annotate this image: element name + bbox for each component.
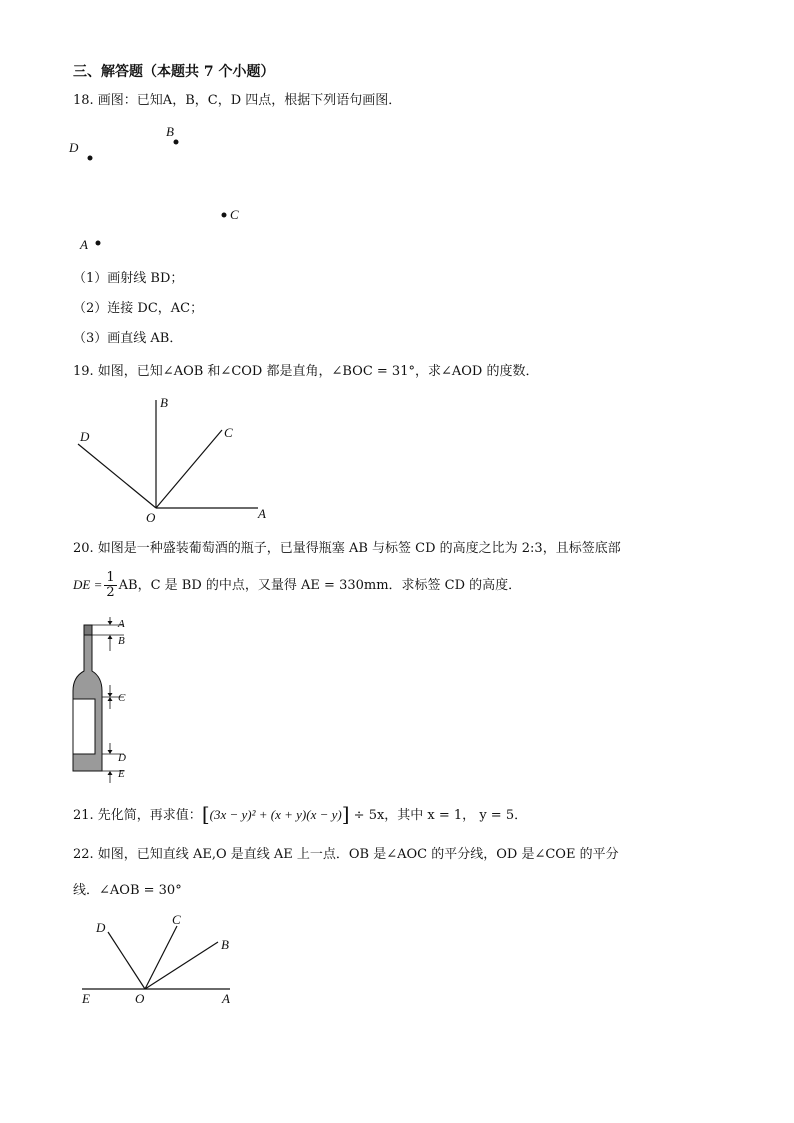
q20-arrow-e [108, 771, 113, 775]
q22-label-d: D [96, 920, 106, 935]
q22-figure [72, 910, 242, 1010]
q22-line2: 线．∠AOB = 30° [73, 883, 182, 898]
q19-text: 19. 如图，已知∠AOB 和∠COD 都是直角，∠BOC = 31°，求∠AOD 的度数． [73, 364, 539, 379]
q20-label-panel [73, 699, 95, 754]
q22-label-c: C [172, 912, 181, 927]
q20-bottle-figure [66, 615, 146, 785]
q21-suffix: ÷ 5x，其中 x = 1， y = 5． [349, 808, 528, 823]
q20-line2-rest: AB，C 是 BD 的中点，又量得 AE = 330mm．求标签 CD 的高度． [118, 578, 522, 593]
q22-label-o: O [135, 991, 145, 1006]
q19-ray-oc [156, 430, 222, 508]
q18-text: 18. 画图：已知A，B，C，D 四点，根据下列语句画图． [73, 93, 402, 108]
q19-figure [70, 392, 280, 527]
q21-text [73, 803, 527, 827]
q22-ray-ob [145, 942, 218, 989]
q18-point-a [96, 241, 101, 246]
q22-ray-oc [145, 926, 177, 989]
q20-arrow-c-top [108, 693, 113, 697]
q20-arrow-b [108, 635, 113, 639]
q18-label-c: C [230, 207, 239, 222]
q18-item-3: （3）画直线 AB． [73, 331, 183, 346]
q20-label-e: E [118, 768, 125, 780]
q19-label-b: B [160, 395, 168, 410]
q20-line2 [73, 570, 521, 601]
q19-label-c: C [224, 425, 233, 440]
q22-ray-od [108, 932, 145, 989]
q19-ray-od [78, 444, 156, 508]
q21-expression: (3x − y)² + (x + y)(x − y) [209, 807, 342, 822]
q22-label-b: B [221, 937, 229, 952]
q18-point-d [88, 156, 93, 161]
q21-bracket-open: [ [201, 802, 210, 826]
q20-frac-den: 2 [106, 585, 115, 600]
q20-arrow-d [108, 750, 113, 754]
q20-arrow-a [108, 621, 113, 625]
q18-label-d: D [69, 140, 79, 155]
q21-bracket-close: ] [341, 802, 350, 826]
q18-item-2: （2）连接 DC，AC； [73, 301, 204, 316]
q18-point-b [174, 140, 179, 145]
q20-label-d: D [118, 752, 126, 764]
q19-label-o: O [146, 510, 156, 525]
q18-label-a: A [80, 237, 88, 252]
q20-fraction [104, 571, 116, 600]
q18-label-b: B [166, 124, 174, 139]
section-title: 三、解答题（本题共 7 个小题） [73, 64, 275, 80]
q19-label-d: D [80, 429, 90, 444]
q19-label-a: A [258, 506, 266, 521]
q18-item-1: （1）画射线 BD； [73, 271, 184, 286]
q22-line1: 22. 如图，已知直线 AE,O 是直线 AE 上一点．OB 是∠AOC 的平分线，OD 是∠COE 的平分 [73, 847, 619, 862]
q22-label-e: E [82, 991, 90, 1006]
q20-label-a: A [118, 618, 125, 630]
q20-frac-num: 1 [106, 570, 115, 585]
q20-label-c: C [118, 692, 126, 704]
q18-figure [60, 120, 280, 255]
q20-line1: 20. 如图是一种盛装葡萄酒的瓶子，已量得瓶塞 AB 与标签 CD 的高度之比为 2:3，且标签底部 [73, 541, 621, 556]
q20-de-eq: DE = [73, 577, 103, 592]
q20-cork [84, 625, 92, 635]
q22-label-a: A [222, 991, 230, 1006]
q18-point-c [222, 213, 227, 218]
q20-arrow-c-bottom [108, 697, 113, 701]
q20-label-b: B [118, 635, 125, 647]
q21-prefix: 21. 先化简，再求值： [73, 808, 202, 823]
